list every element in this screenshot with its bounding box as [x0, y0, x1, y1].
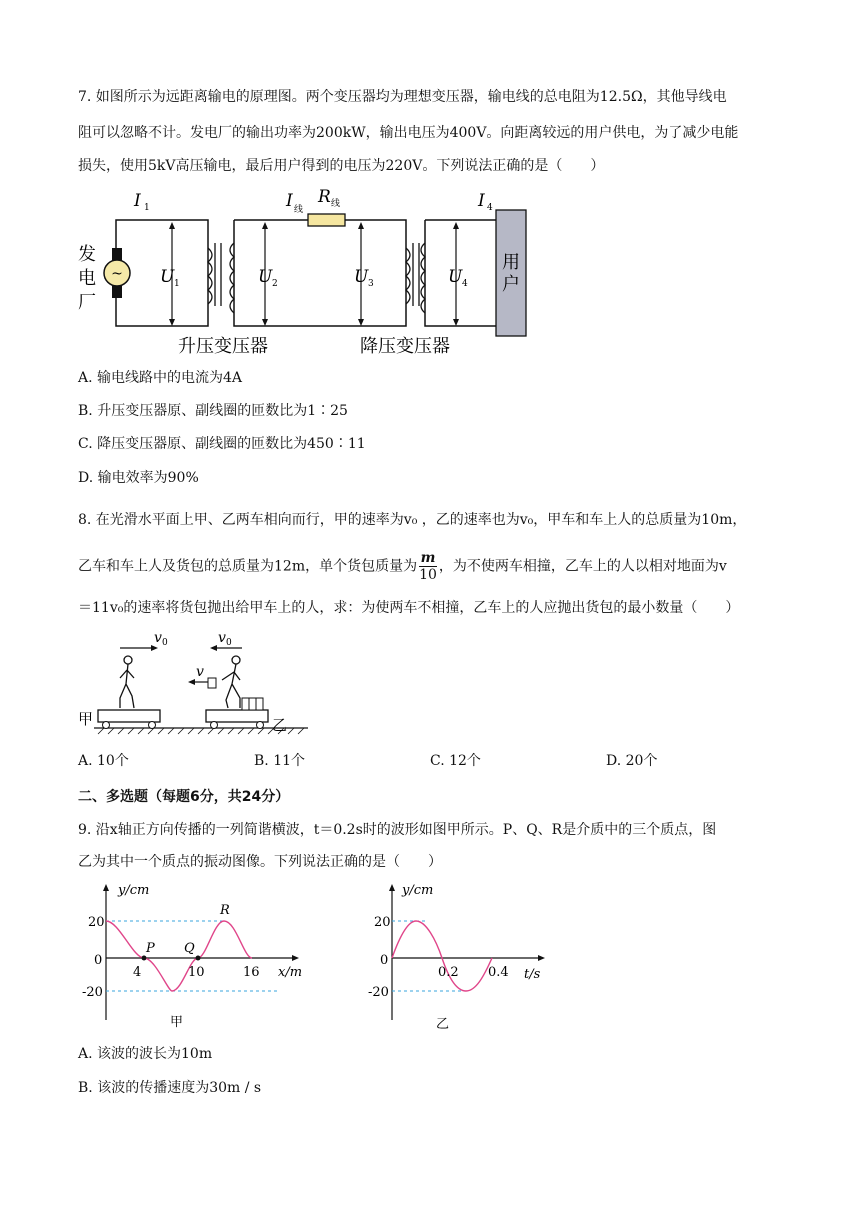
- svg-text:0: 0: [94, 953, 103, 968]
- q8-line-1: 8. 在光滑水平面上甲、乙两车相向而行，甲的速率为v₀ ，乙的速率也为v₀，甲车和车上人的总质量为10m，: [78, 512, 747, 528]
- svg-text:10: 10: [188, 965, 205, 980]
- q9-option-b[interactable]: B. 该波的传播速度为30m / s: [78, 1080, 262, 1096]
- svg-text:-20: -20: [368, 985, 389, 1000]
- gen-label-1: 发: [78, 244, 96, 265]
- svg-text:P: P: [146, 941, 155, 956]
- wave-graph-jia: [82, 880, 326, 1030]
- svg-text:0: 0: [380, 953, 389, 968]
- label-U2: U: [258, 267, 273, 287]
- step-down-label: 降压变压器: [360, 336, 450, 357]
- q8-option-a[interactable]: A. 10个: [78, 753, 129, 769]
- q8-option-c[interactable]: C. 12个: [430, 753, 481, 769]
- graph2-caption: 乙: [436, 1017, 450, 1032]
- svg-text:4: 4: [487, 203, 493, 213]
- svg-text:1: 1: [174, 279, 180, 289]
- label-yi: 乙: [272, 716, 288, 734]
- wave-curve-yi: [392, 921, 492, 991]
- q8-fraction: [419, 550, 437, 583]
- svg-text:3: 3: [368, 279, 374, 289]
- svg-text:1: 1: [144, 203, 150, 213]
- q8-line-2a: 乙车和车上人及货包的总质量为12m，单个货包质量为: [78, 558, 418, 575]
- q7-option-b[interactable]: B. 升压变压器原、副线圈的匝数比为1∶25: [78, 403, 348, 419]
- label-U1: U: [160, 267, 175, 287]
- user-label-2: 户: [502, 274, 520, 295]
- step-up-label: 升压变压器: [178, 336, 268, 357]
- svg-text:0: 0: [162, 638, 168, 648]
- q7-line-3: 损失，使用5kV高压输电，最后用户得到的电压为220V。下列说法正确的是（ ）: [78, 158, 605, 174]
- point-Q: [196, 956, 201, 961]
- q7-line-1: 7. 如图所示为远距离输电的原理图。两个变压器均为理想变压器，输电线的总电阻为12.5Ω，其他导线电: [78, 89, 727, 105]
- svg-text:0.2: 0.2: [438, 965, 459, 980]
- svg-text:R: R: [220, 903, 230, 918]
- svg-text:线: 线: [331, 199, 341, 209]
- graph1-xlabel: x/m: [278, 965, 303, 980]
- graph2-xlabel: t/s: [524, 967, 541, 982]
- svg-text:Q: Q: [184, 941, 195, 956]
- wave-curve-jia: [106, 921, 252, 991]
- q8-option-b[interactable]: B. 11个: [254, 753, 306, 769]
- q8-line-3: ＝11v₀的速率将货包抛出给甲车上的人，求：为使两车不相撞，乙车上的人应抛出货包的最小数量（ ）: [78, 600, 740, 616]
- cart-yi: [206, 710, 268, 722]
- power-transmission-diagram: [76, 188, 536, 358]
- svg-text:0: 0: [226, 638, 232, 648]
- label-U4: U: [448, 267, 463, 287]
- gen-label-2: 电: [78, 268, 96, 289]
- svg-text:线: 线: [294, 205, 304, 215]
- user-label-1: 用: [502, 252, 520, 273]
- label-I4: I: [478, 191, 485, 211]
- q8-line-2: [78, 550, 727, 583]
- fraction-numerator: m: [420, 550, 436, 566]
- svg-text:16: 16: [243, 965, 260, 980]
- graph2-ylabel: y/cm: [402, 883, 434, 898]
- section-heading: 二、多选题（每题6分，共24分）: [78, 789, 290, 805]
- fraction-denominator: 10: [419, 567, 437, 583]
- svg-text:0.4: 0.4: [488, 965, 509, 980]
- graph1-caption: 甲: [170, 1015, 184, 1030]
- label-I1: I: [134, 191, 141, 211]
- person-yi: [222, 656, 240, 708]
- graph1-ylabel: y/cm: [118, 883, 150, 898]
- cart-jia: [98, 710, 160, 722]
- label-v: v: [196, 664, 204, 680]
- q9-line-1: 9. 沿x轴正方向传播的一列简谐横波，t＝0.2s时的波形如图甲所示。P、Q、R是介质中的三个质点，图: [78, 822, 717, 838]
- q7-line-2: 阻可以忽略不计。发电厂的输出功率为200kW，输出电压为400V。向距离较远的用户供电，为了减少电能: [78, 125, 739, 141]
- svg-text:4: 4: [462, 279, 468, 289]
- label-Iline: I: [286, 191, 293, 211]
- label-v0-yi: v: [218, 630, 226, 646]
- label-Rline: R: [318, 187, 331, 207]
- q8-line-2b: ，为不使两车相撞，乙车上的人以相对地面为v: [438, 558, 727, 575]
- svg-text:-20: -20: [82, 985, 103, 1000]
- svg-text:4: 4: [133, 965, 142, 980]
- svg-text:2: 2: [272, 279, 278, 289]
- person-jia: [120, 656, 134, 708]
- label-v0-jia: v: [154, 630, 162, 646]
- label-U3: U: [354, 267, 369, 287]
- wave-graph-yi: [366, 880, 566, 1030]
- svg-text:20: 20: [88, 915, 105, 930]
- q7-option-d[interactable]: D. 输电效率为90%: [78, 470, 199, 486]
- q7-option-c[interactable]: C. 降压变压器原、副线圈的匝数比为450∶11: [78, 436, 366, 452]
- carts-diagram: [76, 628, 316, 738]
- q9-line-2: 乙为其中一个质点的振动图像。下列说法正确的是（ ）: [78, 854, 442, 870]
- q8-option-d[interactable]: D. 20个: [606, 753, 658, 769]
- generator-symbol: ~: [111, 266, 123, 282]
- gen-label-3: 厂: [78, 292, 96, 313]
- svg-text:20: 20: [374, 915, 391, 930]
- q7-option-a[interactable]: A. 输电线路中的电流为4A: [78, 370, 243, 386]
- q9-option-a[interactable]: A. 该波的波长为10m: [78, 1046, 213, 1062]
- label-jia: 甲: [78, 710, 94, 728]
- point-P: [142, 956, 147, 961]
- line-resistor: [308, 214, 345, 226]
- user-box: [496, 210, 526, 336]
